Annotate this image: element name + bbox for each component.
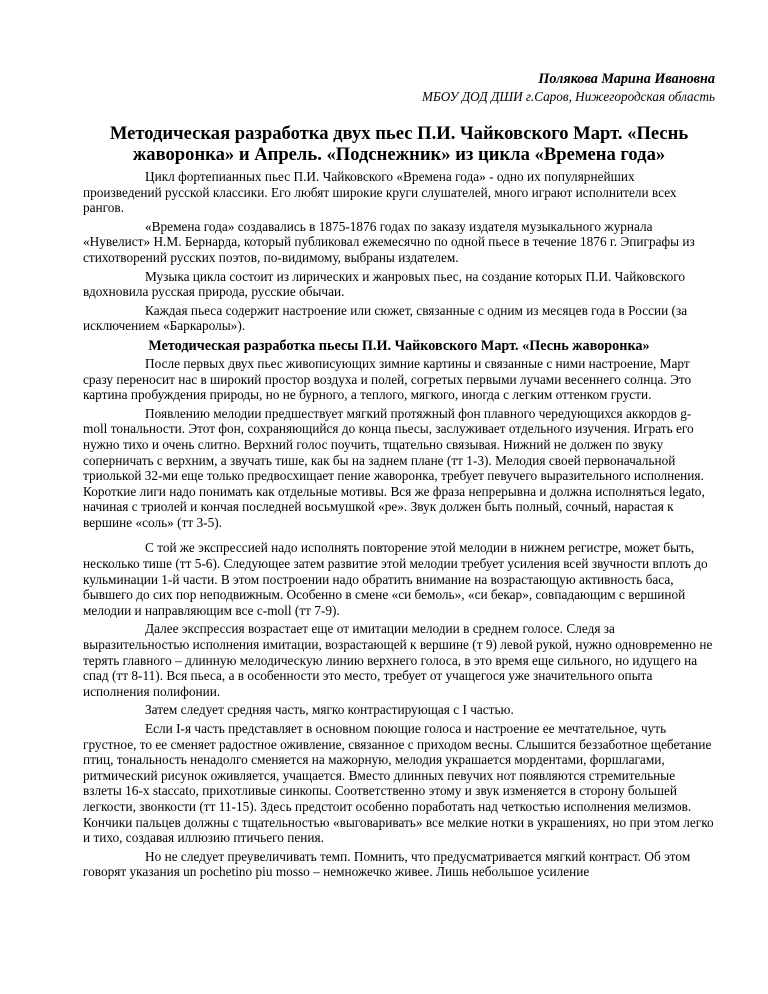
body-paragraph: После первых двух пьес живописующих зимние картины и связанные с ними настроение, Март сразу переносит нас в широкий простор воздуха и полей, согретых первыми лучами весеннего солнца. Это картина пробуждения природы, но не бурного, а теплого, мягкого, иногда с легким оттенком грусти. <box>83 355 692 403</box>
body-paragraph: Если I-я часть представляет в основном поющие голоса и настроение ее мечтательное, чуть грустное, то ее сменяет радостное оживление, связанное с приходом весны. Слышится беззаботное щебетание птиц, тональность ненадолго сменяется на мажорную, мелодия украшается мордентами, форшлагами, ритмический рисунок оживляется, учащается. Вместо длинных певучих нот появляются стремительные взлеты 16-х staccato, прихотливые синкопы. Соответственно этому и звук изменяется в сторону большей легкости, звонкости (тт 11-15). Здесь предстоит особенно поработать над четкостью исполнения мелизмов. Кончики пальцев должны с тщательностью «выговаривать» все мелкие нотки в украшениях, но при этом легко и тихо, создавая иллюзию птичьего пения. <box>83 721 714 846</box>
body-paragraph: Далее экспрессия возрастает еще от имитации мелодии в среднем голосе. Следя за выразительностью исполнения имитации, возрастающей к вершине (т 9) левой рукой, нужно одновременно не терять главного – длинную мелодическую линию верхнего голоса, в это время еще сильного, но идущего на спад (тт 8-11). Вся пьеса, а в особенности это место, требует от учащегося уже значительного опыта исполнения полифонии. <box>83 621 713 699</box>
document-title: Методическая разработка двух пьес П.И. Чайковского Март. «Песнь жаворонка» и Апрель. «Подснежник» из цикла «Времена года» <box>109 123 689 165</box>
section-title: Методическая разработка пьесы П.И. Чайковского Март. «Песнь жаворонка» <box>148 337 650 354</box>
body-paragraph: Но не следует преувеличивать темп. Помнить, что предусматривается мягкий контраст. Об этом говорят указания un pochetino piu mosso – немножечко живее. Лишь небольшое усиление <box>83 848 691 880</box>
document-page <box>83 70 715 883</box>
intro-paragraph: Музыка цикла состоит из лирических и жанровых пьес, на создание которых П.И. Чайковского вдохновила русская природа, русские обычаи. <box>83 268 686 300</box>
intro-paragraph: «Времена года» создавались в 1875-1876 годах по заказу издателя музыкального журнала «Нувелист» Н.М. Бернарда, который публиковал ежемесячно по одной пьесе в течение 1876 г. Эпиграфы из стихотворений русских поэтов, по-видимому, выбраны издателем. <box>83 218 695 265</box>
body-paragraph: С той же экспрессией надо исполнять повторение этой мелодии в нижнем регистре, может быть, несколько тише (тт 5-6). Следующее затем развитие этой мелодии требует усиления всей звучности вплоть до кульминации 1-й части. В этом построении надо обратить внимание на возрастающую активность баса, бывшего до сих пор неподвижным. Особенно в смене «си бемоль», «си бекар», совпадающим с вершиной мелодии и направляющим все c-moll (тт 7-9). <box>83 540 708 618</box>
author-affiliation: МБОУ ДОД ДШИ г.Саров, Нижегородская область <box>422 89 715 104</box>
intro-paragraph: Каждая пьеса содержит настроение или сюжет, связанные с одним из месяцев года в России (за исключением «Баркаролы»). <box>83 302 688 334</box>
intro-paragraph: Цикл фортепианных пьес П.И. Чайковского «Времена года» - одно их популярнейших произведений русской классики. Его любят широкие круги слушателей, много играют исполнители всех рангов. <box>83 169 677 216</box>
body-paragraph: Затем следует средняя часть, мягко контрастирующая с I частью. <box>145 702 514 718</box>
author-name: Полякова Марина Ивановна <box>538 71 715 87</box>
body-paragraph: Появлению мелодии предшествует мягкий протяжный фон плавного чередующихся аккордов g-moll тональности. Этот фон, сохраняющийся до конца пьесы, заслуживает отдельного изучения. Играть его нужно тихо и очень слитно. Верхний голос поучить, тщательно связывая. Нижний не должен по звуку соперничать с верхним, а звучать тише, как бы на заднем плане (тт 1-3). Мелодия своей первоначальной триолькой 32-ми еще только предвосхищает пение жаворонка, требует певучего выразительного исполнения. Короткие лиги надо понимать как отдельные мотивы. Вся же фраза непрерывна и должна исполняться legato, начиная с триолей и кончая последней восьмушкой «ре». Звук должен быть полный, сочный, нарастая к вершине «соль» (тт 3-5). <box>83 405 705 530</box>
